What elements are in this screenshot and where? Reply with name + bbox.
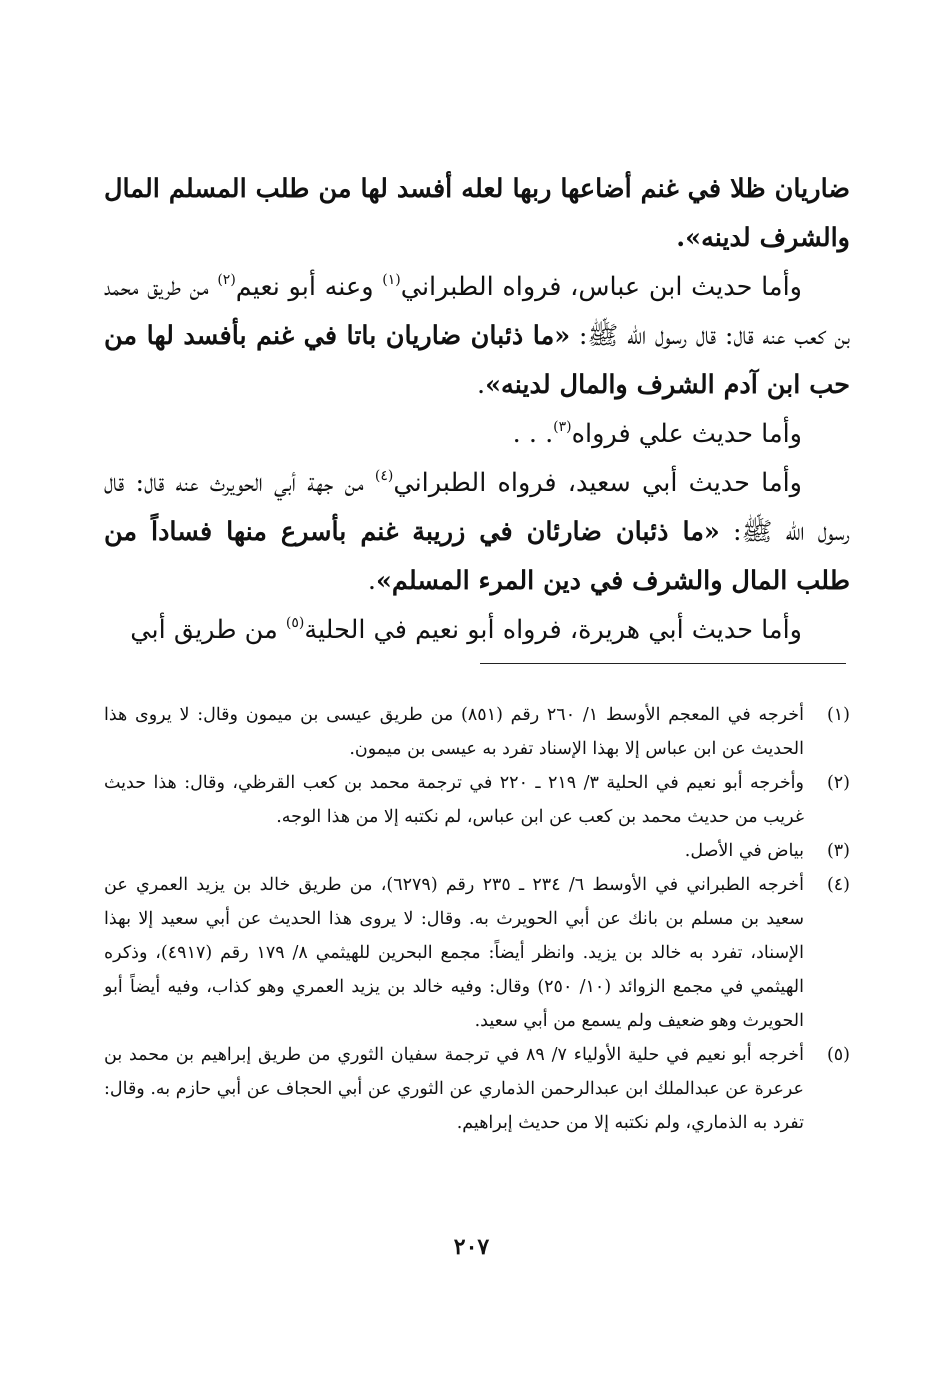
footnote-ref: (٥) bbox=[285, 615, 305, 631]
footnote-text: أخرجه أبو نعيم في حلية الأولياء ٧/ ٨٩ في ترجمة سفيان الثوري من طريق إبراهيم بن محمد بن عرعرة عن عبدالملك ابن عبدالرحمن الذماري عن الثوري عن أبي الحجاف عن أبي حازم به. وقال: تفرد به الذماري، ولم نكتبه إلا من حديث إبراهيم. bbox=[104, 1045, 804, 1133]
footnote-number: (٤) bbox=[826, 875, 850, 895]
text-span: وعنه أبو نعيم bbox=[235, 272, 383, 302]
footnote-1 bbox=[104, 698, 850, 766]
footnote-2 bbox=[104, 766, 850, 834]
hadith-text: ضاريان ظلا في غنم أضاعها ربها لعله أفسد لها من طلب المسلم المال والشرف لدينه». bbox=[104, 174, 850, 253]
footnote-separator bbox=[480, 663, 846, 664]
text-span: . bbox=[477, 370, 486, 400]
text-span: من طريق محمد بن كعب عنه قال: قال رسول الله ﷺ: bbox=[104, 272, 851, 351]
footnotes bbox=[104, 698, 850, 1140]
paragraph-3 bbox=[104, 410, 850, 459]
footnote-number: (٢) bbox=[826, 773, 850, 793]
footnote-text: بياض في الأصل. bbox=[684, 841, 804, 861]
footnote-ref: (٢) bbox=[217, 272, 236, 288]
main-text bbox=[104, 165, 850, 655]
text-span: . bbox=[367, 566, 376, 596]
footnote-3 bbox=[104, 834, 850, 868]
text-span: . . . bbox=[512, 419, 554, 449]
text-span: وأما حديث أبي هريرة، فرواه أبو نعيم في الحلية bbox=[304, 615, 802, 645]
footnote-number: (١) bbox=[826, 705, 850, 725]
text-span: وأما حديث ابن عباس، فرواه الطبراني bbox=[400, 272, 802, 302]
footnote-number: (٣) bbox=[826, 841, 850, 861]
paragraph-2 bbox=[104, 263, 850, 410]
footnote-text: أخرجه في المعجم الأوسط ١/ ٢٦٠ رقم (٨٥١) من طريق عيسى بن ميمون وقال: لا يروى هذا الحديث عن ابن عباس إلا بهذا الإسناد تفرد به عيسى بن ميمون. bbox=[104, 705, 804, 759]
text-span: من جهة أبي الحويرث عنه قال: قال رسول الله ﷺ: bbox=[104, 468, 850, 547]
hadith-text: «ما ذئبان ضارئان في زريبة غنم بأسرع منها فساداً من طلب المال والشرف في دين المرء المسلم» bbox=[104, 517, 850, 596]
paragraph-1 bbox=[104, 165, 850, 263]
footnote-ref: (٣) bbox=[553, 419, 572, 435]
footnote-4 bbox=[104, 868, 850, 1038]
hadith-text: «ما ذئبان ضاريان باتا في غنم بأفسد لها من حب ابن آدم الشرف والمال لدينه» bbox=[104, 321, 850, 400]
paragraph-5 bbox=[104, 606, 850, 655]
footnote-ref: (٤) bbox=[374, 468, 394, 484]
footnote-text: وأخرجه أبو نعيم في الحلية ٣/ ٢١٩ ـ ٢٢٠ في ترجمة محمد بن كعب القرظي، وقال: هذا حديث غريب من حديث محمد بن كعب عن ابن عباس، لم نكتبه إلا من هذا الوجه. bbox=[104, 773, 804, 827]
footnote-5 bbox=[104, 1038, 850, 1140]
footnote-text: أخرجه الطبراني في الأوسط ٦/ ٢٣٤ ـ ٢٣٥ رقم (٦٢٧٩)، من طريق خالد بن يزيد العمري عن سعيد بن مسلم بن بانك عن أبي الحويرث به. وقال: لا يروى هذا الحديث عن أبي سعيد إلا بهذا الإسناد، تفرد به خالد بن يزيد. وانظر أيضاً: مجمع البحرين للهيثمي ٨/ ١٧٩ رقم (٤٩١٧)، وذكره الهيثمي في مجمع الزوائد (١٠/ ٢٥٠) وقال: وفيه خالد بن يزيد العمري وهو كذاب، وفيه أيضاً أبو الحويرث وهو ضعيف ولم يسمع من أبي سعيد. bbox=[104, 875, 804, 1031]
page-number: ٢٠٧ bbox=[453, 1234, 490, 1260]
text-span: وأما حديث أبي سعيد، فرواه الطبراني bbox=[393, 468, 802, 498]
footnote-number: (٥) bbox=[826, 1045, 850, 1065]
paragraph-4 bbox=[104, 459, 850, 606]
text-span: من طريق أبي bbox=[130, 615, 286, 645]
footnote-ref: (١) bbox=[382, 272, 401, 288]
text-span: وأما حديث علي فرواه bbox=[571, 419, 802, 449]
